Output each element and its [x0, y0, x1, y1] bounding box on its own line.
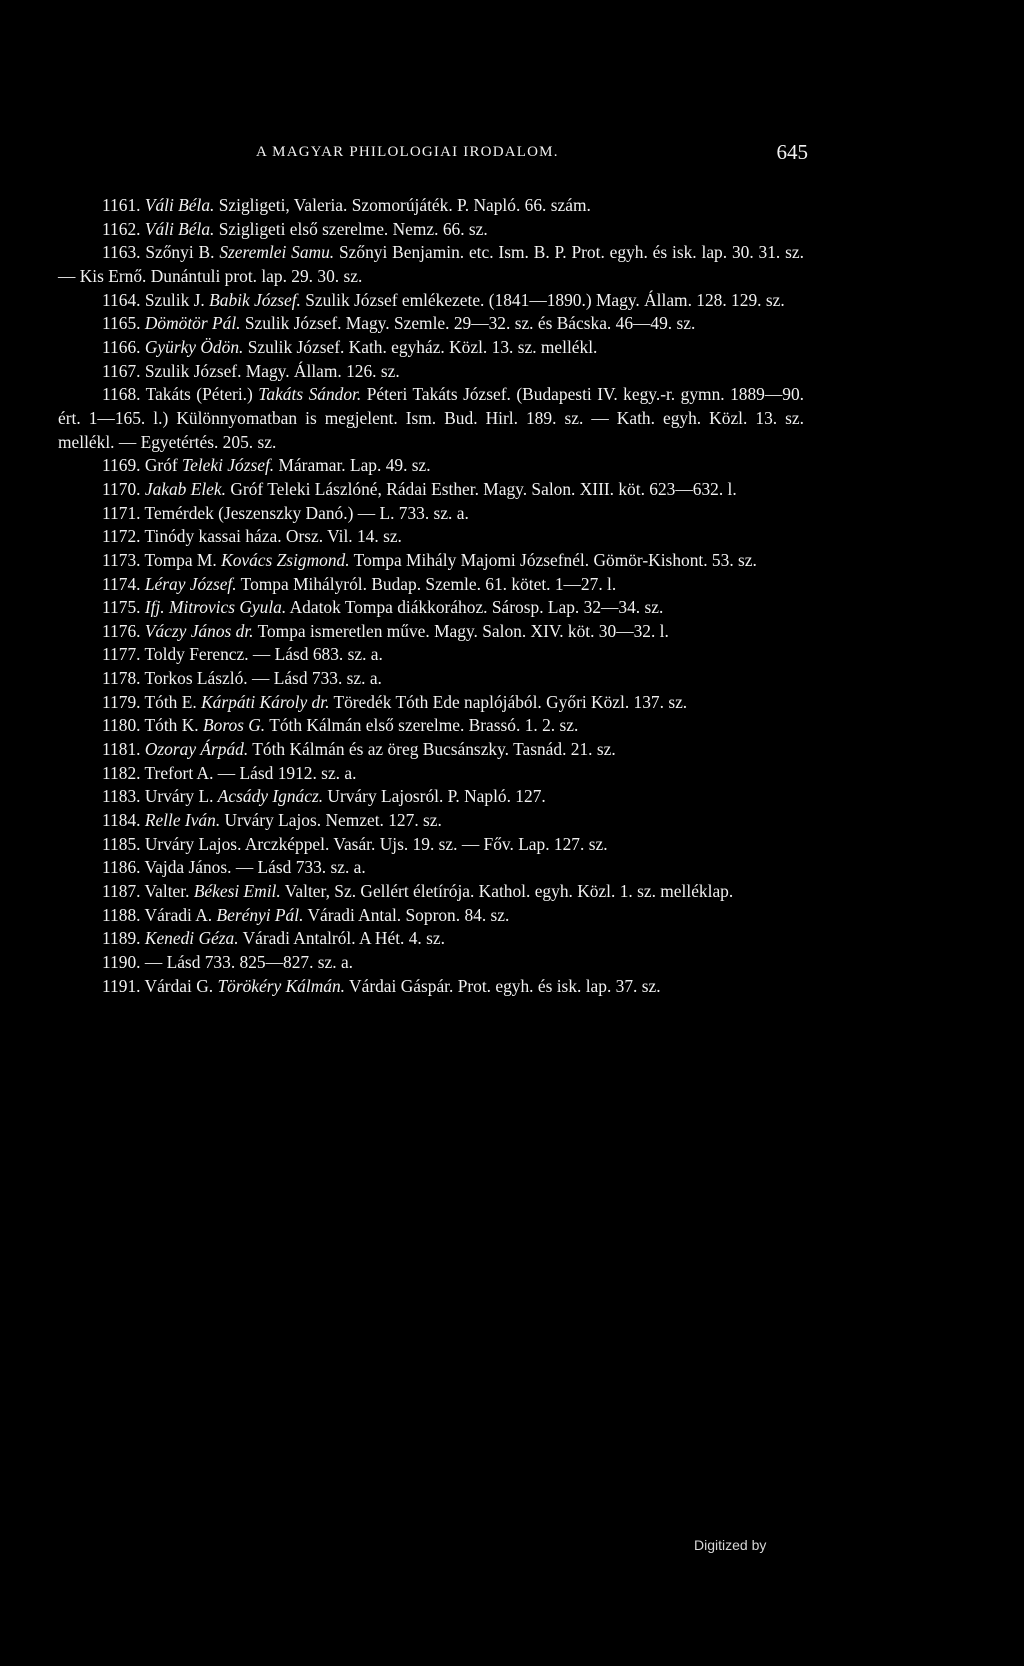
entry-subject: Tóth K.	[144, 715, 199, 736]
entry-author: Boros G.	[203, 715, 266, 736]
entry-subject: Takáts (Péteri.)	[145, 384, 253, 405]
entry-text: Töredék Tóth Ede naplójából. Győri Közl. 137. sz.	[333, 691, 688, 712]
entry-number: 1186.	[102, 857, 141, 878]
bibliography-entry	[58, 573, 804, 597]
bibliography-entry	[58, 312, 804, 336]
entry-author: Váli Béla.	[144, 195, 215, 215]
entry-text: Szigligeti első szerelme. Nemz. 66. sz.	[218, 218, 488, 239]
bibliography-entry	[58, 904, 804, 928]
entry-author: Gyürky Ödön.	[144, 336, 244, 357]
entry-number: 1180.	[102, 715, 141, 736]
bibliography-entry	[58, 714, 804, 738]
entry-number: 1171.	[102, 502, 141, 523]
entry-author: Léray József.	[144, 573, 237, 594]
entry-author: Relle Iván.	[144, 810, 221, 831]
entry-number: 1172.	[102, 526, 141, 547]
entry-text: Tompa ismeretlen műve. Magy. Salon. XIV. köt. 30—32. l.	[257, 620, 669, 641]
entry-number: 1188.	[102, 904, 141, 925]
bibliography-entry	[58, 454, 804, 478]
bibliography-entry	[58, 691, 804, 715]
bibliography-entry	[58, 502, 804, 526]
entry-text: Tóth Kálmán első szerelme. Brassó. 1. 2. sz.	[269, 715, 579, 736]
entry-text: Urváry Lajosról. P. Napló. 127.	[327, 786, 546, 807]
entry-number: 1164.	[102, 289, 141, 310]
entry-subject: Tompa M.	[144, 549, 217, 570]
entry-author: Kovács Zsigmond.	[221, 549, 350, 570]
digitized-by-label: Digitized by	[694, 1537, 767, 1553]
entry-author: Szeremlei Samu.	[219, 242, 335, 263]
entry-author: Kenedi Géza.	[144, 928, 239, 949]
entry-text: Várdai Gáspár. Prot. egyh. és isk. lap. 37. sz.	[349, 975, 661, 996]
bibliography-entry	[58, 194, 804, 218]
page-number: 645	[776, 140, 808, 164]
entry-text: Temérdek (Jeszenszky Danó.) — L. 733. sz. a.	[144, 502, 469, 523]
bibliography-entry	[58, 620, 804, 644]
entry-number: 1184.	[102, 810, 141, 831]
entry-number: 1182.	[102, 762, 141, 783]
entry-number: 1178.	[102, 668, 141, 689]
entry-author: Törökéry Kálmán.	[217, 975, 345, 996]
bibliography-entry	[58, 667, 804, 691]
entry-author: Babik József.	[209, 289, 301, 310]
entry-number: 1173.	[102, 549, 141, 570]
entry-number: 1176.	[102, 620, 141, 641]
entry-text: Tinódy kassai háza. Orsz. Vil. 14. sz.	[144, 526, 402, 547]
bibliography-entry	[58, 289, 804, 313]
entry-subject: Tóth E.	[144, 691, 197, 712]
bibliography-entry	[58, 336, 804, 360]
entry-number: 1181.	[102, 739, 141, 760]
entry-author: Teleki József.	[182, 455, 275, 476]
bibliography-entry	[58, 596, 804, 620]
entry-text: Szulik József. Kath. egyház. Közl. 13. sz. mellékl.	[247, 336, 598, 357]
entry-author: Acsády Ignácz.	[217, 786, 324, 807]
entry-number: 1190.	[102, 952, 141, 972]
bibliography-entry	[58, 738, 804, 762]
entry-text: Trefort A. — Lásd 1912. sz. a.	[144, 762, 357, 783]
bibliography-entry	[58, 785, 804, 809]
entry-number: 1177.	[102, 644, 141, 665]
entry-subject: Valter.	[144, 881, 190, 902]
entry-author: Kárpáti Károly dr.	[201, 691, 330, 712]
bibliography-entry	[58, 241, 804, 288]
entry-number: 1168.	[102, 384, 141, 405]
entry-number: 1167.	[102, 360, 141, 381]
entry-author: Dömötör Pál.	[144, 313, 241, 334]
bibliography-entry	[58, 975, 804, 999]
entry-text: Toldy Ferencz. — Lásd 683. sz. a.	[144, 644, 383, 665]
entry-number: 1170.	[102, 478, 141, 499]
bibliography-entry	[58, 762, 804, 786]
bibliography-entry	[58, 951, 804, 975]
entry-text: Vajda János. — Lásd 733. sz. a.	[144, 857, 366, 878]
entry-text: Adatok Tompa diákkorához. Sárosp. Lap. 32—34. sz.	[289, 597, 664, 618]
entry-subject: Várdai G.	[144, 975, 214, 996]
entry-text: Tompa Mihályról. Budap. Szemle. 61. kötet. 1—27. l.	[240, 573, 617, 594]
bibliography-entries	[58, 194, 804, 998]
bibliography-entry	[58, 360, 804, 384]
entry-text: Torkos László. — Lásd 733. sz. a.	[144, 668, 382, 689]
entry-text: Valter, Sz. Gellért életírója. Kathol. egyh. Közl. 1. sz. melléklap.	[284, 881, 734, 902]
bibliography-entry	[58, 809, 804, 833]
entry-number: 1175.	[102, 597, 141, 618]
entry-text: — Lásd 733. 825—827. sz. a.	[144, 952, 354, 972]
entry-number: 1189.	[102, 928, 141, 949]
entry-number: 1191.	[102, 975, 141, 996]
entry-number: 1161.	[102, 195, 141, 215]
entry-number: 1185.	[102, 833, 141, 854]
entry-text: Szulik József. Magy. Állam. 126. sz.	[144, 360, 400, 381]
entry-number: 1183.	[102, 786, 141, 807]
bibliography-entry	[58, 383, 804, 454]
running-head	[256, 140, 808, 168]
entry-subject: Szőnyi B.	[145, 242, 215, 263]
entry-text: Szulik József emlékezete. (1841—1890.) Magy. Állam. 128. 129. sz.	[305, 289, 785, 310]
entry-number: 1187.	[102, 881, 141, 902]
entry-subject: Szulik J.	[144, 289, 205, 310]
entry-author: Váczy János dr.	[144, 620, 254, 641]
entry-number: 1162.	[102, 218, 141, 239]
entry-text: Urváry Lajos. Arczképpel. Vasár. Ujs. 19. sz. — Főv. Lap. 127. sz.	[144, 833, 608, 854]
entry-author: Békesi Emil.	[193, 881, 281, 902]
entry-number: 1179.	[102, 691, 141, 712]
entry-text: Tóth Kálmán és az öreg Bucsánszky. Tasnád. 21. sz.	[252, 739, 616, 760]
bibliography-entry	[58, 833, 804, 857]
entry-number: 1165.	[102, 313, 141, 334]
entry-text: Tompa Mihály Majomi Józsefnél. Gömör-Kishont. 53. sz.	[353, 549, 757, 570]
entry-author: Berényi Pál.	[216, 904, 304, 925]
entry-text: Máramar. Lap. 49. sz.	[278, 455, 431, 476]
entry-text: Szőnyi Benjamin. etc. Ism. B. P. Prot. egyh. és isk. lap. 30. 31. sz. — Kis Ernő. Dunántuli prot. lap. 29. 30. sz.	[58, 242, 804, 286]
entry-subject: Gróf	[144, 455, 178, 476]
entry-number: 1169.	[102, 455, 141, 476]
entry-text: Szigligeti, Valeria. Szomorújáték. P. Napló. 66. szám.	[218, 195, 591, 215]
bibliography-entry	[58, 218, 804, 242]
entry-author: Jakab Elek.	[144, 478, 226, 499]
bibliography-entry	[58, 880, 804, 904]
entry-text: Váradi Antalról. A Hét. 4. sz.	[242, 928, 445, 949]
entry-author: Ifj. Mitrovics Gyula.	[144, 597, 287, 618]
bibliography-entry	[58, 549, 804, 573]
entry-subject: Urváry L.	[144, 786, 214, 807]
bibliography-entry	[58, 525, 804, 549]
entry-text: Szulik József. Magy. Szemle. 29—32. sz. és Bácska. 46—49. sz.	[244, 313, 696, 334]
running-title: A MAGYAR PHILOLOGIAI IRODALOM.	[256, 144, 559, 160]
entry-number: 1163.	[102, 242, 141, 263]
entry-author: Takáts Sándor.	[258, 384, 362, 405]
bibliography-entry	[58, 856, 804, 880]
entry-subject: Váradi A.	[144, 904, 213, 925]
entry-number: 1174.	[102, 573, 141, 594]
entry-text: Urváry Lajos. Nemzet. 127. sz.	[224, 810, 442, 831]
bibliography-entry	[58, 927, 804, 951]
entry-text: Váradi Antal. Sopron. 84. sz.	[307, 904, 510, 925]
entry-author: Ozoray Árpád.	[144, 739, 249, 760]
bibliography-entry	[58, 478, 804, 502]
entry-number: 1166.	[102, 336, 141, 357]
entry-author: Váli Béla.	[144, 218, 215, 239]
bibliography-entry	[58, 643, 804, 667]
entry-text: Gróf Teleki Lászlóné, Rádai Esther. Magy. Salon. XIII. köt. 623—632. l.	[230, 478, 737, 499]
entry-text: Péteri Takáts József. (Budapesti IV. kegy.-r. gymn. 1889—90. ért. 1—165. l.) Különnyomatban is megjelent. Ism. Bud. Hirl. 189. sz. — Kath. egyh. Közl. 13. sz. mellékl. — Egyetértés. 205. sz.	[58, 384, 805, 452]
